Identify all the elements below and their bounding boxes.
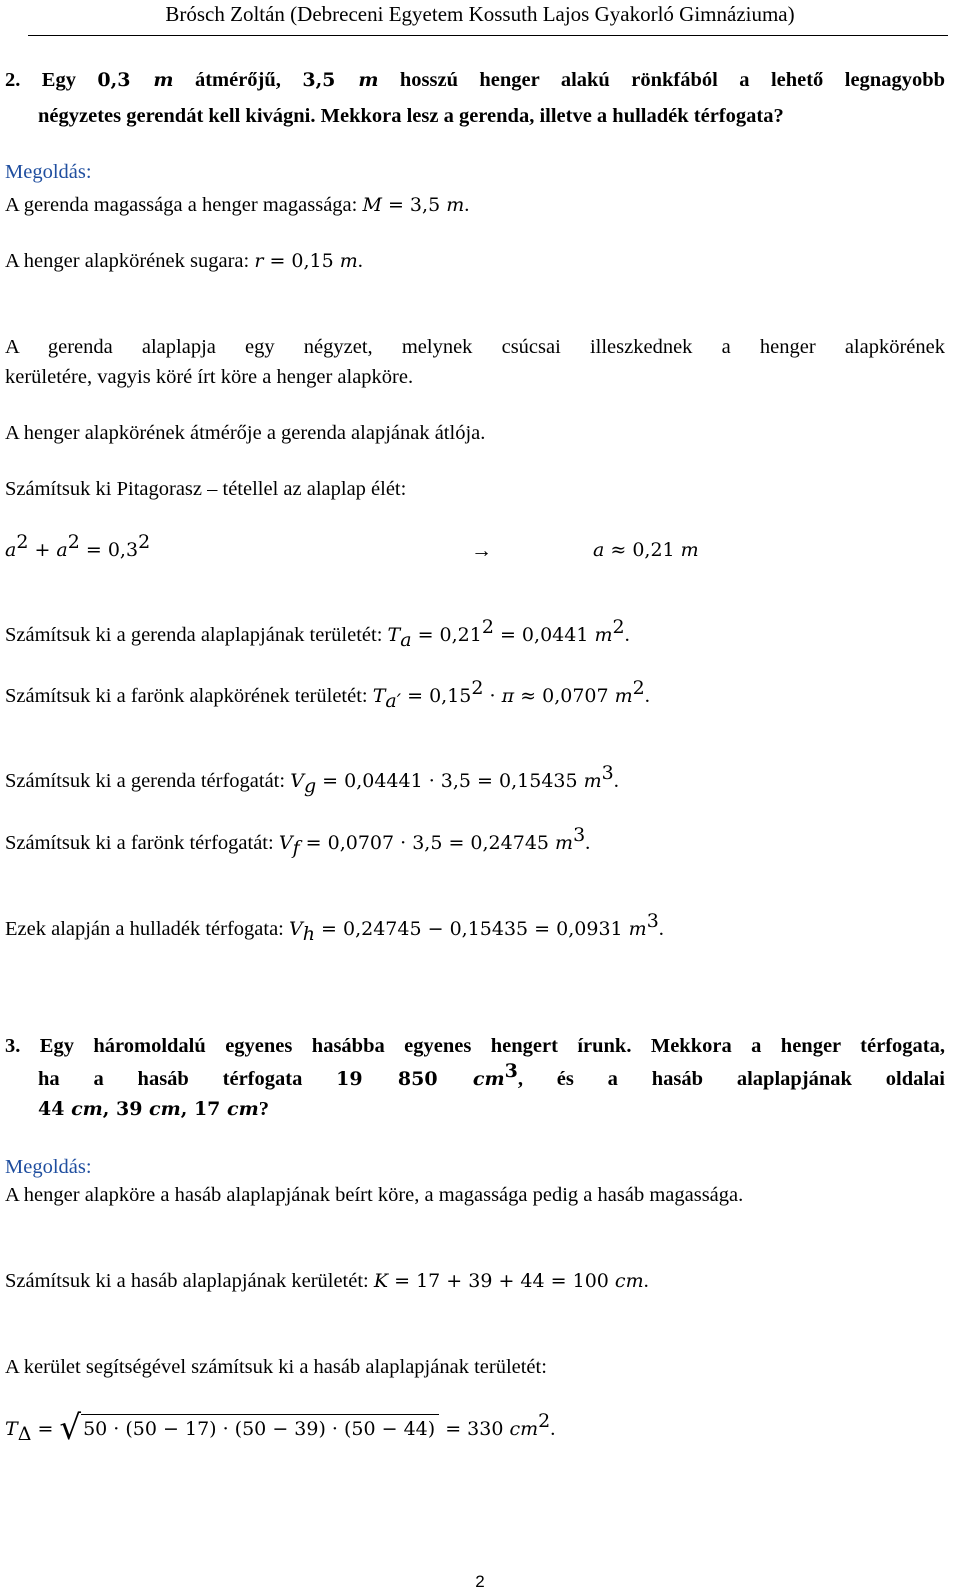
problem-2-beam-base-area: Számítsuk ki a gerenda alaplapjának területét: $T_a = 0,21^2 = 0,0441$ $m^2$. [5,616,630,651]
problem-2-solution-label: Megoldás: [5,161,92,183]
problem-2-pythagoras-equation: $a^2 + a^2 = 0,3^2$ [5,531,151,561]
problem-2-log-volume: Számítsuk ki a farönk térfogatát: $V_f = 0,0707 \cdot 3,5 = 0,24745$ $m^3$. [5,824,591,859]
problem-3-statement-line-3: 44 cm, 39 cm, 17 cm? [38,1098,269,1120]
problem-2-pythagoras-intro: Számítsuk ki Pitagorasz – tétellel az alaplap élét: [5,478,407,500]
problem-2-height-line: A gerenda magassága a henger magassága: M = 3,5 m. [5,194,470,216]
problem-2-edge-result: a ≈ 0,21 m [593,539,699,561]
problem-2-diagonal-line: A henger alapkörének átmérője a gerenda alapjának átlója. [5,422,486,444]
page-header: Brósch Zoltán (Debreceni Egyetem Kossuth Lajos Gyakorló Gimnáziuma) [165,2,795,26]
right-arrow-icon: → [471,538,492,562]
problem-2-log-base-area: Számítsuk ki a farönk alapkörének területét: $T_{a'} = 0,15^2 \cdot \pi \approx 0,0707$ $m^2$. [5,677,650,712]
problem-2-radius-line: A henger alapkörének sugara: r = 0,15 m. [5,250,363,272]
problem-2-statement-line-2: négyzetes gerendát kell kivágni. Mekkora lesz a gerenda, illetve a hulladék térfogata? [38,105,784,127]
problem-3-incircle-line: A henger alapköre a hasáb alaplapjának beírt köre, a magassága pedig a hasáb magassága. [5,1184,744,1206]
problem-3-area-intro: A kerület segítségével számítsuk ki a hasáb alaplapjának területét: [5,1356,547,1378]
problem-2-square-line-1: A gerenda alaplapja egy négyzet, melynek csúcsai illeszkednek a henger alapkörének [5,336,945,358]
radical-sign-icon: √ [59,1408,82,1448]
problem-2-square-line-2: kerületére, vagyis köré írt köre a henger alapköre. [5,366,414,388]
problem-2-waste-volume: Ezek alapján a hulladék térfogata: $V_h = 0,24745 - 0,15435 = 0,0931$ $m^3$. [5,910,664,945]
problem-2-beam-volume: Számítsuk ki a gerenda térfogatát: $V_g = 0,04441 \cdot 3,5 = 0,15435$ $m^3$. [5,762,619,797]
problem-3-heron-equation: $T_\Delta$ = √ 50 · (50 − 17) · (50 − 39) · (50 − 44) = 330 $cm^2$. [5,1408,556,1448]
header-rule [28,35,948,36]
radicand: 50 · (50 − 17) · (50 − 39) · (50 − 44) [81,1414,439,1441]
page-number: 2 [475,1572,485,1591]
problem-2-statement-line-1: 2. Egy 0,3 m átmérőjű, 3,5 m hosszú henger alakú rönkfából a lehető legnagyobb [5,69,945,91]
problem-3-perimeter-line: Számítsuk ki a hasáb alaplapjának kerületét: K = 17 + 39 + 44 = 100 cm. [5,1270,649,1292]
problem-3-statement-line-1: 3. Egy háromoldalú egyenes hasábba egyenes hengert írunk. Mekkora a henger térfogata, [5,1035,945,1057]
problem-3-statement-line-2: ha a hasáb térfogata 19 850 $cm^3$, és a hasáb alaplapjának oldalai [38,1060,945,1090]
problem-3-solution-label: Megoldás: [5,1156,92,1178]
